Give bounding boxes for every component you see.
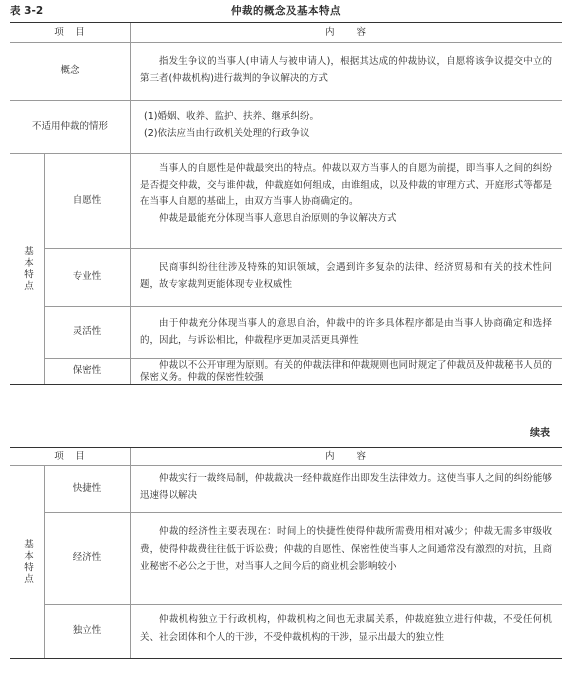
- feature-text: 仲裁机构独立于行政机构，仲裁机构之间也无隶属关系，仲裁庭独立进行仲裁，不受任何机关、社会团体和个人的干涉，不受仲裁机构的干涉，显示出最大的独立性: [140, 614, 552, 643]
- table-number: 表 3-2: [10, 5, 44, 17]
- header-content: 内 容: [324, 26, 367, 38]
- not-applicable-item: (1)婚姻、收养、监护、扶养、继承纠纷。: [144, 111, 319, 122]
- not-applicable-label: 不适用仲裁的情形: [31, 120, 108, 132]
- table-part-2: [10, 447, 562, 659]
- table-part-1: [10, 22, 562, 385]
- basic-features-label: 基本特点: [22, 538, 33, 585]
- basic-features-label: 基本特点: [22, 245, 33, 292]
- feature-label: 灵活性: [72, 326, 102, 337]
- feature-label: 经济性: [72, 552, 102, 563]
- feature-text: 仲裁的经济性主要表现在：时间上的快捷性使得仲裁所需费用相对减少；仲裁无需多审级收费，使得仲裁费往往低于诉讼费；仲裁的自愿性、保密性使当事人之间通常没有激烈的对抗，且商业秘密不必公之于世，对当事人之间今后的商业机会影响较小: [140, 526, 552, 572]
- concept-label: 概念: [60, 65, 80, 76]
- header-item: 项 目: [54, 450, 86, 462]
- feature-text: 仲裁实行一裁终局制，仲裁裁决一经仲裁庭作出即发生法律效力。这使当事人之间的纠纷能够迅速得以解决: [140, 473, 552, 501]
- header-item: 项 目: [54, 26, 86, 38]
- feature-text: 民商事纠纷往往涉及特殊的知识领域，会遇到许多复杂的法律、经济贸易和有关的技术性问题，故专家裁判更能体现专业权威性: [140, 262, 552, 290]
- header-content: 内 容: [324, 450, 367, 462]
- feature-label: 快捷性: [72, 482, 102, 494]
- not-applicable-list: [144, 109, 552, 142]
- concept-text: 指发生争议的当事人(申请人与被申请人)，根据其达成的仲裁协议，自愿将该争议提交中立的第三者(仲裁机构)进行裁判的争议解决的方式: [140, 56, 552, 84]
- feature-text: 由于仲裁充分体现当事人的意思自治，仲裁中的许多具体程序都是由当事人协商确定和选择的，因此，与诉讼相比，仲裁程序更加灵活更具弹性: [140, 318, 552, 346]
- table-caption: [10, 3, 562, 19]
- not-applicable-item: (2)依法应当由行政机关处理的行政争议: [144, 127, 310, 139]
- feature-label: 独立性: [72, 625, 102, 636]
- feature-label: 保密性: [72, 365, 102, 376]
- feature-label: 自愿性: [72, 194, 102, 206]
- feature-label: 专业性: [72, 271, 102, 282]
- continued-label: 续表: [530, 428, 550, 439]
- table-title: 仲裁的概念及基本特点: [231, 5, 341, 17]
- feature-text: 当事人的自愿性是仲裁最突出的特点。仲裁以双方当事人的自愿为前提，即当事人之间的纠纷是否提交仲裁，交与谁仲裁，仲裁庭如何组成，由谁组成，以及仲裁的审理方式、开庭形式等都是在当事人自愿的基础上，由双方当事人协商确定的。 仲裁是最能充分体现当事人意思自治原则的争议解决方式: [140, 163, 552, 224]
- feature-text: 仲裁以不公开审理为原则。有关的仲裁法律和仲裁规则也同时规定了仲裁员及仲裁秘书人员的保密义务。仲裁的保密性较强: [140, 360, 552, 383]
